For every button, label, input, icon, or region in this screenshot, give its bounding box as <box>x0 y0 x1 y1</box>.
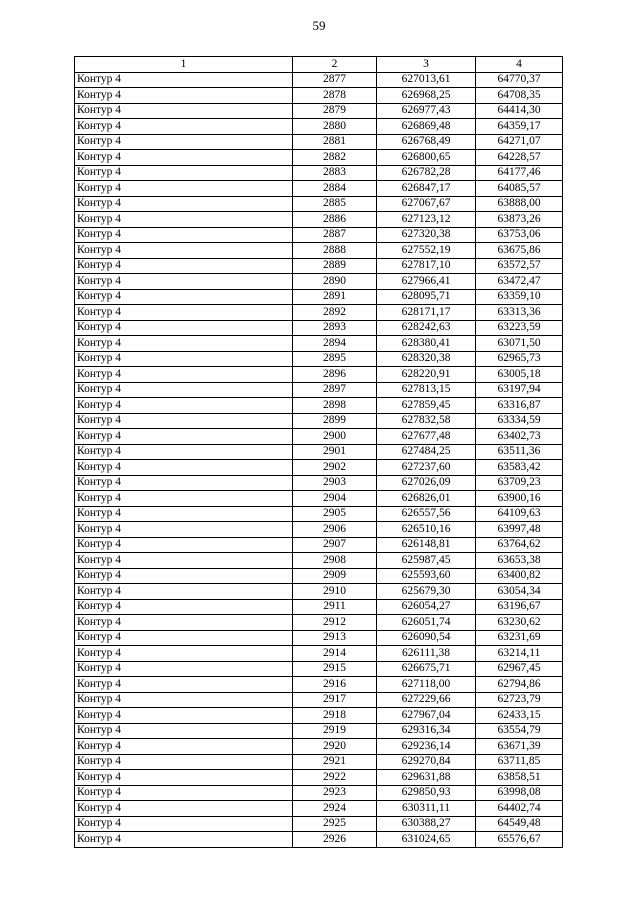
point-number: 2887 <box>293 227 377 243</box>
coord-y: 63858,51 <box>476 770 563 786</box>
coord-y: 63223,59 <box>476 320 563 336</box>
table-row <box>75 367 563 383</box>
coord-y: 63316,87 <box>476 398 563 414</box>
row-label: Контур 4 <box>75 475 293 491</box>
point-number: 2885 <box>293 196 377 212</box>
point-number: 2894 <box>293 336 377 352</box>
coord-x: 625987,45 <box>377 553 476 569</box>
row-label: Контур 4 <box>75 723 293 739</box>
table-row <box>75 661 563 677</box>
coord-y: 64228,57 <box>476 150 563 166</box>
coord-y: 63709,23 <box>476 475 563 491</box>
table-row <box>75 770 563 786</box>
point-number: 2883 <box>293 165 377 181</box>
row-label: Контур 4 <box>75 630 293 646</box>
coord-y: 63753,06 <box>476 227 563 243</box>
point-number: 2910 <box>293 584 377 600</box>
table-row <box>75 630 563 646</box>
table-row <box>75 537 563 553</box>
point-number: 2882 <box>293 150 377 166</box>
coord-x: 628220,91 <box>377 367 476 383</box>
coord-x: 627817,10 <box>377 258 476 274</box>
coord-x: 631024,65 <box>377 832 476 848</box>
table-row <box>75 119 563 135</box>
table-row <box>75 289 563 305</box>
point-number: 2911 <box>293 599 377 615</box>
point-number: 2893 <box>293 320 377 336</box>
point-number: 2888 <box>293 243 377 259</box>
point-number: 2886 <box>293 212 377 228</box>
row-label: Контур 4 <box>75 367 293 383</box>
row-label: Контур 4 <box>75 739 293 755</box>
coord-y: 63313,36 <box>476 305 563 321</box>
table-row <box>75 398 563 414</box>
coord-x: 630388,27 <box>377 816 476 832</box>
row-label: Контур 4 <box>75 181 293 197</box>
coord-x: 626675,71 <box>377 661 476 677</box>
coord-x: 627123,12 <box>377 212 476 228</box>
coord-x: 625679,30 <box>377 584 476 600</box>
point-number: 2899 <box>293 413 377 429</box>
row-label: Контур 4 <box>75 320 293 336</box>
coord-x: 629850,93 <box>377 785 476 801</box>
point-number: 2913 <box>293 630 377 646</box>
row-label: Контур 4 <box>75 770 293 786</box>
table-row <box>75 584 563 600</box>
coord-x: 626510,16 <box>377 522 476 538</box>
table-row <box>75 692 563 708</box>
table-row <box>75 801 563 817</box>
row-label: Контур 4 <box>75 568 293 584</box>
point-number: 2925 <box>293 816 377 832</box>
coord-x: 627552,19 <box>377 243 476 259</box>
coord-y: 63900,16 <box>476 491 563 507</box>
coord-y: 63400,82 <box>476 568 563 584</box>
coord-y: 64109,63 <box>476 506 563 522</box>
table-row <box>75 785 563 801</box>
header-col-1: 1 <box>75 57 293 73</box>
header-col-2: 2 <box>293 57 377 73</box>
header-col-3: 3 <box>377 57 476 73</box>
point-number: 2918 <box>293 708 377 724</box>
table-row <box>75 181 563 197</box>
row-label: Контур 4 <box>75 88 293 104</box>
point-number: 2898 <box>293 398 377 414</box>
coord-y: 63334,59 <box>476 413 563 429</box>
coord-y: 63554,79 <box>476 723 563 739</box>
row-label: Контур 4 <box>75 150 293 166</box>
table-row <box>75 677 563 693</box>
coord-y: 63653,38 <box>476 553 563 569</box>
row-label: Контур 4 <box>75 429 293 445</box>
point-number: 2916 <box>293 677 377 693</box>
coord-y: 65576,67 <box>476 832 563 848</box>
row-label: Контур 4 <box>75 382 293 398</box>
table-row <box>75 568 563 584</box>
coord-x: 626800,65 <box>377 150 476 166</box>
coord-x: 629236,14 <box>377 739 476 755</box>
row-label: Контур 4 <box>75 599 293 615</box>
row-label: Контур 4 <box>75 289 293 305</box>
point-number: 2908 <box>293 553 377 569</box>
point-number: 2895 <box>293 351 377 367</box>
coord-y: 64085,57 <box>476 181 563 197</box>
table-row <box>75 243 563 259</box>
table-row <box>75 212 563 228</box>
coord-x: 626090,54 <box>377 630 476 646</box>
table-row <box>75 382 563 398</box>
point-number: 2919 <box>293 723 377 739</box>
table-row <box>75 832 563 848</box>
coord-y: 63764,62 <box>476 537 563 553</box>
table-row <box>75 506 563 522</box>
coord-y: 62433,15 <box>476 708 563 724</box>
coord-x: 627013,61 <box>377 72 476 88</box>
row-label: Контур 4 <box>75 444 293 460</box>
table-row <box>75 274 563 290</box>
coord-x: 629270,84 <box>377 754 476 770</box>
row-label: Контур 4 <box>75 754 293 770</box>
row-label: Контур 4 <box>75 227 293 243</box>
table-row <box>75 754 563 770</box>
point-number: 2880 <box>293 119 377 135</box>
table-row <box>75 444 563 460</box>
point-number: 2877 <box>293 72 377 88</box>
coord-x: 628242,63 <box>377 320 476 336</box>
point-number: 2904 <box>293 491 377 507</box>
coord-y: 63054,34 <box>476 584 563 600</box>
point-number: 2917 <box>293 692 377 708</box>
table-row <box>75 88 563 104</box>
coord-x: 628171,17 <box>377 305 476 321</box>
coord-y: 63572,57 <box>476 258 563 274</box>
coord-x: 626977,43 <box>377 103 476 119</box>
coord-y: 63359,10 <box>476 289 563 305</box>
row-label: Контур 4 <box>75 119 293 135</box>
row-label: Контур 4 <box>75 646 293 662</box>
row-label: Контур 4 <box>75 103 293 119</box>
point-number: 2892 <box>293 305 377 321</box>
coord-x: 628380,41 <box>377 336 476 352</box>
coord-y: 63675,86 <box>476 243 563 259</box>
row-label: Контур 4 <box>75 336 293 352</box>
coord-x: 626051,74 <box>377 615 476 631</box>
table-row <box>75 336 563 352</box>
table-row <box>75 351 563 367</box>
point-number: 2905 <box>293 506 377 522</box>
coord-y: 63005,18 <box>476 367 563 383</box>
row-label: Контур 4 <box>75 537 293 553</box>
table-row <box>75 134 563 150</box>
coord-x: 627966,41 <box>377 274 476 290</box>
table-row <box>75 103 563 119</box>
point-number: 2923 <box>293 785 377 801</box>
coord-x: 626111,38 <box>377 646 476 662</box>
coord-x: 626826,01 <box>377 491 476 507</box>
point-number: 2920 <box>293 739 377 755</box>
coord-y: 64402,74 <box>476 801 563 817</box>
table-row <box>75 646 563 662</box>
table-row <box>75 460 563 476</box>
row-label: Контур 4 <box>75 677 293 693</box>
coord-x: 627967,04 <box>377 708 476 724</box>
coord-y: 63214,11 <box>476 646 563 662</box>
table-row <box>75 150 563 166</box>
coord-y: 62965,73 <box>476 351 563 367</box>
coord-x: 627484,25 <box>377 444 476 460</box>
coord-x: 627237,60 <box>377 460 476 476</box>
table-row <box>75 816 563 832</box>
table-row <box>75 522 563 538</box>
row-label: Контур 4 <box>75 801 293 817</box>
row-label: Контур 4 <box>75 243 293 259</box>
point-number: 2884 <box>293 181 377 197</box>
coord-y: 64770,37 <box>476 72 563 88</box>
row-label: Контур 4 <box>75 584 293 600</box>
row-label: Контур 4 <box>75 692 293 708</box>
point-number: 2907 <box>293 537 377 553</box>
coord-x: 627118,00 <box>377 677 476 693</box>
coord-x: 626557,56 <box>377 506 476 522</box>
row-label: Контур 4 <box>75 553 293 569</box>
coord-y: 63071,50 <box>476 336 563 352</box>
coord-y: 63711,85 <box>476 754 563 770</box>
row-label: Контур 4 <box>75 708 293 724</box>
coord-x: 627067,67 <box>377 196 476 212</box>
table-row <box>75 723 563 739</box>
coord-y: 64359,17 <box>476 119 563 135</box>
table-row <box>75 429 563 445</box>
coord-y: 63231,69 <box>476 630 563 646</box>
coord-x: 627320,38 <box>377 227 476 243</box>
table-row <box>75 599 563 615</box>
page-number: 59 <box>312 18 326 33</box>
row-label: Контур 4 <box>75 460 293 476</box>
coord-y: 64271,07 <box>476 134 563 150</box>
table-row <box>75 227 563 243</box>
row-label: Контур 4 <box>75 258 293 274</box>
row-label: Контур 4 <box>75 274 293 290</box>
coord-y: 63402,73 <box>476 429 563 445</box>
coord-y: 63472,47 <box>476 274 563 290</box>
row-label: Контур 4 <box>75 398 293 414</box>
row-label: Контур 4 <box>75 816 293 832</box>
row-label: Контур 4 <box>75 785 293 801</box>
row-label: Контур 4 <box>75 661 293 677</box>
point-number: 2896 <box>293 367 377 383</box>
row-label: Контур 4 <box>75 72 293 88</box>
header-col-4: 4 <box>476 57 563 73</box>
coord-y: 63511,36 <box>476 444 563 460</box>
point-number: 2901 <box>293 444 377 460</box>
coord-y: 64708,35 <box>476 88 563 104</box>
point-number: 2921 <box>293 754 377 770</box>
coord-y: 62967,45 <box>476 661 563 677</box>
coord-y: 63197,94 <box>476 382 563 398</box>
coord-x: 625593,60 <box>377 568 476 584</box>
table-row <box>75 475 563 491</box>
coord-y: 64549,48 <box>476 816 563 832</box>
table-row <box>75 72 563 88</box>
coord-x: 629631,88 <box>377 770 476 786</box>
table-row <box>75 165 563 181</box>
coord-x: 627026,09 <box>377 475 476 491</box>
row-label: Контур 4 <box>75 615 293 631</box>
table-row <box>75 739 563 755</box>
coord-y: 64177,46 <box>476 165 563 181</box>
coord-y: 63196,67 <box>476 599 563 615</box>
header-row <box>75 57 563 73</box>
coord-y: 63888,00 <box>476 196 563 212</box>
coord-x: 627859,45 <box>377 398 476 414</box>
point-number: 2897 <box>293 382 377 398</box>
row-label: Контур 4 <box>75 832 293 848</box>
coord-x: 628095,71 <box>377 289 476 305</box>
point-number: 2891 <box>293 289 377 305</box>
point-number: 2878 <box>293 88 377 104</box>
point-number: 2890 <box>293 274 377 290</box>
table-row <box>75 413 563 429</box>
coord-y: 64414,30 <box>476 103 563 119</box>
point-number: 2926 <box>293 832 377 848</box>
coord-x: 627813,15 <box>377 382 476 398</box>
table-header <box>75 57 563 73</box>
row-label: Контур 4 <box>75 134 293 150</box>
table-row <box>75 708 563 724</box>
coord-y: 63997,48 <box>476 522 563 538</box>
row-label: Контур 4 <box>75 196 293 212</box>
coord-y: 63583,42 <box>476 460 563 476</box>
row-label: Контур 4 <box>75 165 293 181</box>
coord-x: 627677,48 <box>377 429 476 445</box>
coord-y: 63671,39 <box>476 739 563 755</box>
coord-x: 626869,48 <box>377 119 476 135</box>
table-row <box>75 553 563 569</box>
row-label: Контур 4 <box>75 351 293 367</box>
coord-y: 63230,62 <box>476 615 563 631</box>
table-row <box>75 320 563 336</box>
point-number: 2879 <box>293 103 377 119</box>
coord-x: 626782,28 <box>377 165 476 181</box>
point-number: 2903 <box>293 475 377 491</box>
table-row <box>75 615 563 631</box>
point-number: 2922 <box>293 770 377 786</box>
point-number: 2881 <box>293 134 377 150</box>
table-row <box>75 196 563 212</box>
row-label: Контур 4 <box>75 522 293 538</box>
row-label: Контур 4 <box>75 305 293 321</box>
coord-x: 629316,34 <box>377 723 476 739</box>
point-number: 2900 <box>293 429 377 445</box>
table-body <box>75 72 563 847</box>
coord-x: 626847,17 <box>377 181 476 197</box>
table-row <box>75 258 563 274</box>
point-number: 2902 <box>293 460 377 476</box>
table-row <box>75 491 563 507</box>
coord-x: 627229,66 <box>377 692 476 708</box>
point-number: 2909 <box>293 568 377 584</box>
row-label: Контур 4 <box>75 506 293 522</box>
point-number: 2915 <box>293 661 377 677</box>
row-label: Контур 4 <box>75 212 293 228</box>
row-label: Контур 4 <box>75 491 293 507</box>
coord-x: 628320,38 <box>377 351 476 367</box>
point-number: 2889 <box>293 258 377 274</box>
coord-y: 62723,79 <box>476 692 563 708</box>
coord-x: 630311,11 <box>377 801 476 817</box>
coord-x: 626968,25 <box>377 88 476 104</box>
coord-x: 626148,81 <box>377 537 476 553</box>
row-label: Контур 4 <box>75 413 293 429</box>
point-number: 2914 <box>293 646 377 662</box>
point-number: 2924 <box>293 801 377 817</box>
coord-y: 63998,08 <box>476 785 563 801</box>
coord-y: 63873,26 <box>476 212 563 228</box>
coord-x: 626768,49 <box>377 134 476 150</box>
coord-x: 626054,27 <box>377 599 476 615</box>
point-number: 2906 <box>293 522 377 538</box>
coordinates-table <box>74 56 563 848</box>
point-number: 2912 <box>293 615 377 631</box>
coord-y: 62794,86 <box>476 677 563 693</box>
table-row <box>75 305 563 321</box>
coord-x: 627832,58 <box>377 413 476 429</box>
